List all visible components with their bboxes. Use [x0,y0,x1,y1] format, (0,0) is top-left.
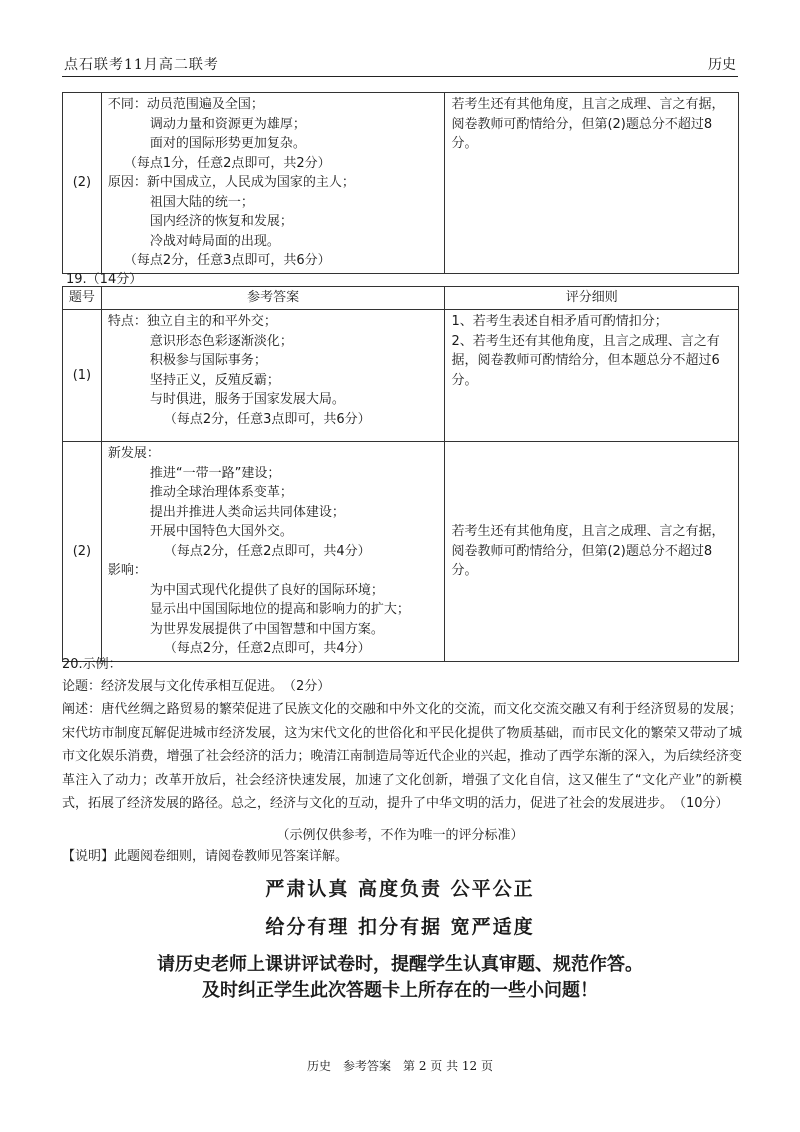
slogan-line: 给分有理 扣分有据 宽严适度 [265,916,535,938]
score-note: （每点2分，任意3点即可，共6分） [123,253,331,268]
grading-note: 【说明】此题阅卷细则，请阅卷教师见答案详解。 [62,849,349,864]
question-19-title: 19.（14分） [66,272,143,287]
answer-line: 开展中国特色大国外交。 [149,524,293,539]
page-footer: 历史 参考答案 第 2 页 共 12 页 [307,1059,493,1073]
reference-answer [101,93,445,274]
rubric-item: 2、若考生还有其他角度，且言之成理、言之有据，阅卷教师可酌情给分，但本题总分不超过6分。 [451,333,720,388]
answer-line: 面对的国际形势更加复杂。 [149,136,306,151]
question-20-title: 20.示例： [62,657,122,672]
question-number: (2) [63,442,102,662]
answer-line: 调动力量和资源更为雄厚； [149,116,306,132]
slogan-line: 严肃认真 高度负责 公平公正 [265,878,535,900]
elaboration-paragraph: 阐述：唐代丝绸之路贸易的繁荣促进了民族文化的交融和中外文化的交流，而文化交流交融又有利于经济贸易的发展；宋代坊市制度瓦解促进城市经济发展，这为宋代文化的世俗化和平民化提供了物质基础，而市民文化的繁荣又带动了城市文化娱乐消费，增强了社会经济的活力；晚清江南制造局等近代企业的兴起，推动了西学东渐的深入，为后续经济变革注入了动力；改革开放后，社会经济快速发展，加速了文化创新，增强了文化自信，这又催生了“文化产业”的新模式，拓展了经济发展的路径。总之，经济与文化的互动，提升了中华文明的活力，促进了社会的发展进步。 （10分） [62,702,742,811]
reminder-line: 请历史老师上课讲评试卷时，提醒学生认真审题、规范作答。 [157,954,643,975]
column-header: 参考答案 [101,287,445,310]
table-row [63,310,739,442]
answer-line: 意识形态色彩逐渐淡化； [149,333,293,349]
answer-line: 冷战对峙局面的出现。 [149,233,280,249]
answer-line: 原因：新中国成立，人民成为国家的主人； [107,175,355,190]
scoring-rubric [445,310,739,442]
answer-line: 新发展： [107,446,160,461]
subject-label: 历史 [708,57,736,73]
reference-answer [101,310,445,442]
example-disclaimer: （示例仅供参考，不作为唯一的评分标准） [276,828,524,843]
answer-line: 特点：独立自主的和平外交； [107,314,277,329]
scoring-rubric: 若考生还有其他角度，且言之成理、言之有据，阅卷教师可酌情给分，但第(2)题总分不超过8分。 [445,442,739,662]
score-note: （每点2分，任意2点即可，共4分） [163,641,371,656]
answer-line: 影响： [107,563,147,578]
answer-line: 积极参与国际事务； [149,353,267,368]
answer-line: 推进“一带一路”建设； [149,465,281,481]
reminder-line: 及时纠正学生此次答题卡上所存在的一些小问题！ [202,980,598,1001]
answer-line: 提出并推进人类命运共同体建设； [149,504,345,520]
table-header-row [63,287,739,310]
column-header: 评分细则 [445,287,739,310]
q19-table [62,286,739,662]
answer-line: 不同：动员范围遍及全国； [107,97,264,112]
score-note: （每点1分，任意2点即可，共2分） [123,155,331,171]
score-note: （每点2分，任意3点即可，共6分） [163,411,371,427]
question-number: (2) [63,93,102,274]
answer-line: 显示出中国国际地位的提高和影响力的扩大； [149,602,410,617]
answer-line: 推动全球治理体系变革； [149,485,293,500]
rubric-item: 1、若考生表述自相矛盾可酌情扣分； [451,314,668,329]
answer-line: 为世界发展提供了中国智慧和中国方案。 [149,621,384,637]
score-note: （每点2分，任意2点即可，共4分） [163,543,371,559]
reference-answer [101,442,445,662]
answer-line: 为中国式现代化提供了良好的国际环境； [149,582,384,598]
answer-line: 坚持正义，反殖反霸； [149,372,280,388]
table-row [63,442,739,662]
answer-line: 祖国大陆的统一； [149,194,254,210]
table-row [63,93,739,274]
question-number: (1) [63,310,102,442]
answer-line: 与时俱进，服务于国家发展大局。 [149,392,345,407]
exam-title: 点石联考11月高二联考 [64,57,219,73]
answer-line: 国内经济的恢复和发展； [149,214,293,229]
scoring-rubric: 若考生还有其他角度，且言之成理、言之有据，阅卷教师可酌情给分，但第(2)题总分不超过8分。 [445,93,739,274]
q18-table [62,92,739,274]
page-header [62,50,738,77]
column-header: 题号 [63,287,102,310]
thesis-line: 论题：经济发展与文化传承相互促进。 （2分） [62,679,331,694]
